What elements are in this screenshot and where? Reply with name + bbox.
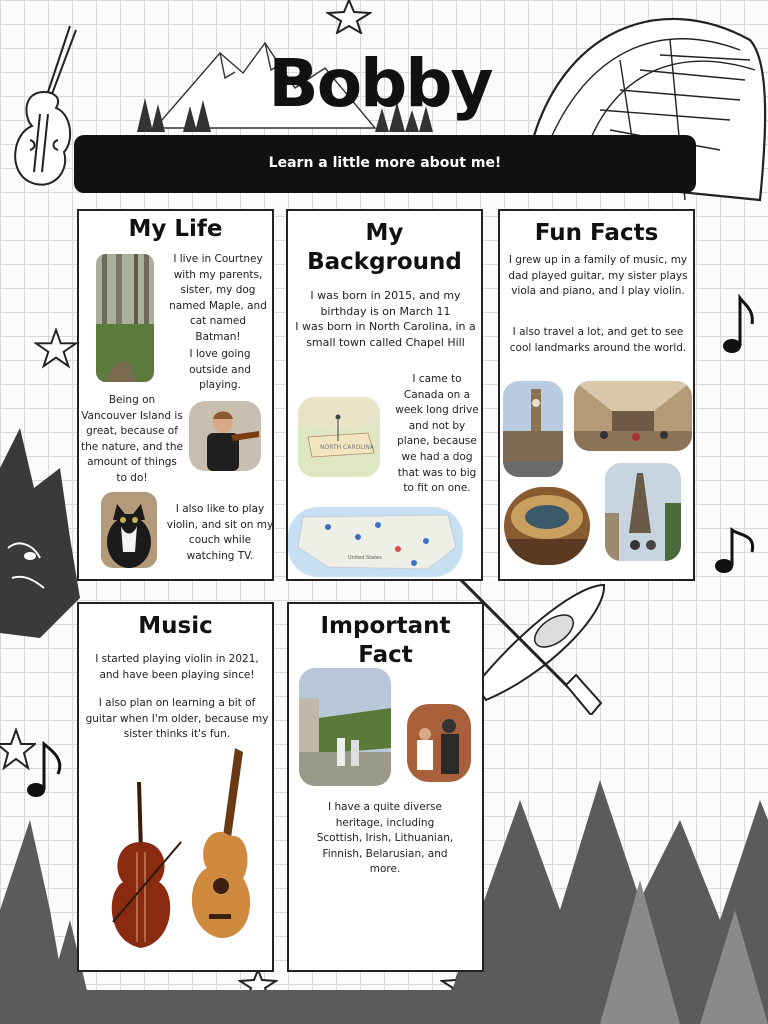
heritage-castle-photo (299, 668, 391, 786)
my-life-heading: My Life (128, 216, 223, 242)
north-carolina-map (298, 397, 380, 477)
background-move: I came to Canada on a week long drive and not by plane, because we had a dog that was to big to fit on one. (395, 373, 479, 495)
background-birthday: I was born in 2015, and my birthday is on March 11 (310, 289, 461, 318)
galeries-dome-photo (504, 487, 590, 565)
important-heading-line1: Important (320, 613, 451, 639)
map-state-label: NORTH CAROLINA (320, 444, 374, 451)
fun-facts-family: I grew up in a family of music, my dad played guitar, my sister plays viola and piano, and I play violin. (508, 254, 688, 298)
eiffel-tower-photo (605, 463, 681, 561)
tagline-text: Learn a little more about me! (268, 155, 502, 171)
my-life-intro: I live in Courtney with my parents, sister, my dog named Maple, and cat named Batman! (169, 253, 267, 343)
cat-photo (101, 492, 157, 568)
knight-statue-photo (407, 704, 471, 782)
music-card (77, 602, 274, 972)
big-ben-photo (503, 381, 563, 477)
fun-facts-travel: I also travel a lot, and get to see cool landmarks around the world. (509, 326, 687, 354)
star-icon (34, 328, 78, 370)
my-life-hobbies: I also like to play violin, and sit on my couch while watching TV. (166, 503, 274, 562)
usa-map (288, 507, 463, 577)
music-violin: I started playing violin in 2021, and have been playing since! (95, 653, 259, 681)
important-fact-card (287, 602, 484, 972)
music-note-icon (720, 294, 756, 356)
forest-photo (96, 254, 154, 382)
page-title: Bobby (268, 45, 492, 122)
cello-icon (103, 782, 183, 954)
fun-facts-card (498, 209, 695, 581)
important-heading-line2: Fact (358, 642, 413, 668)
background-heading-line1: My (365, 220, 404, 246)
my-life-outdoors: I love going outside and playing. (189, 348, 251, 392)
music-note-icon (712, 522, 760, 576)
my-life-island: Being on Vancouver Island is great, because of the nature, and the amount of things to do! (81, 394, 183, 484)
guitar-icon (179, 748, 259, 944)
background-heading-line2: Background (307, 249, 462, 275)
music-heading: Music (138, 613, 213, 639)
tagline-banner (74, 135, 696, 193)
my-life-card (77, 209, 274, 581)
star-icon (326, 0, 372, 34)
background-birthplace: I was born in North Carolina, in a small town called Chapel Hill (295, 320, 476, 349)
map-country-label: United States (348, 555, 382, 561)
museum-gallery-photo (574, 381, 692, 451)
wolf-icon (0, 428, 82, 638)
important-heritage: I have a quite diverse heritage, including Scottish, Irish, Lithuanian, Finnish, Belarusian, and more. (316, 801, 454, 876)
music-guitar: I also plan on learning a bit of guitar when I'm older, because my sister thinks it's fun. (85, 697, 269, 741)
fun-facts-heading: Fun Facts (534, 220, 659, 246)
violin-boy-photo (189, 401, 261, 471)
background-card (286, 209, 483, 581)
